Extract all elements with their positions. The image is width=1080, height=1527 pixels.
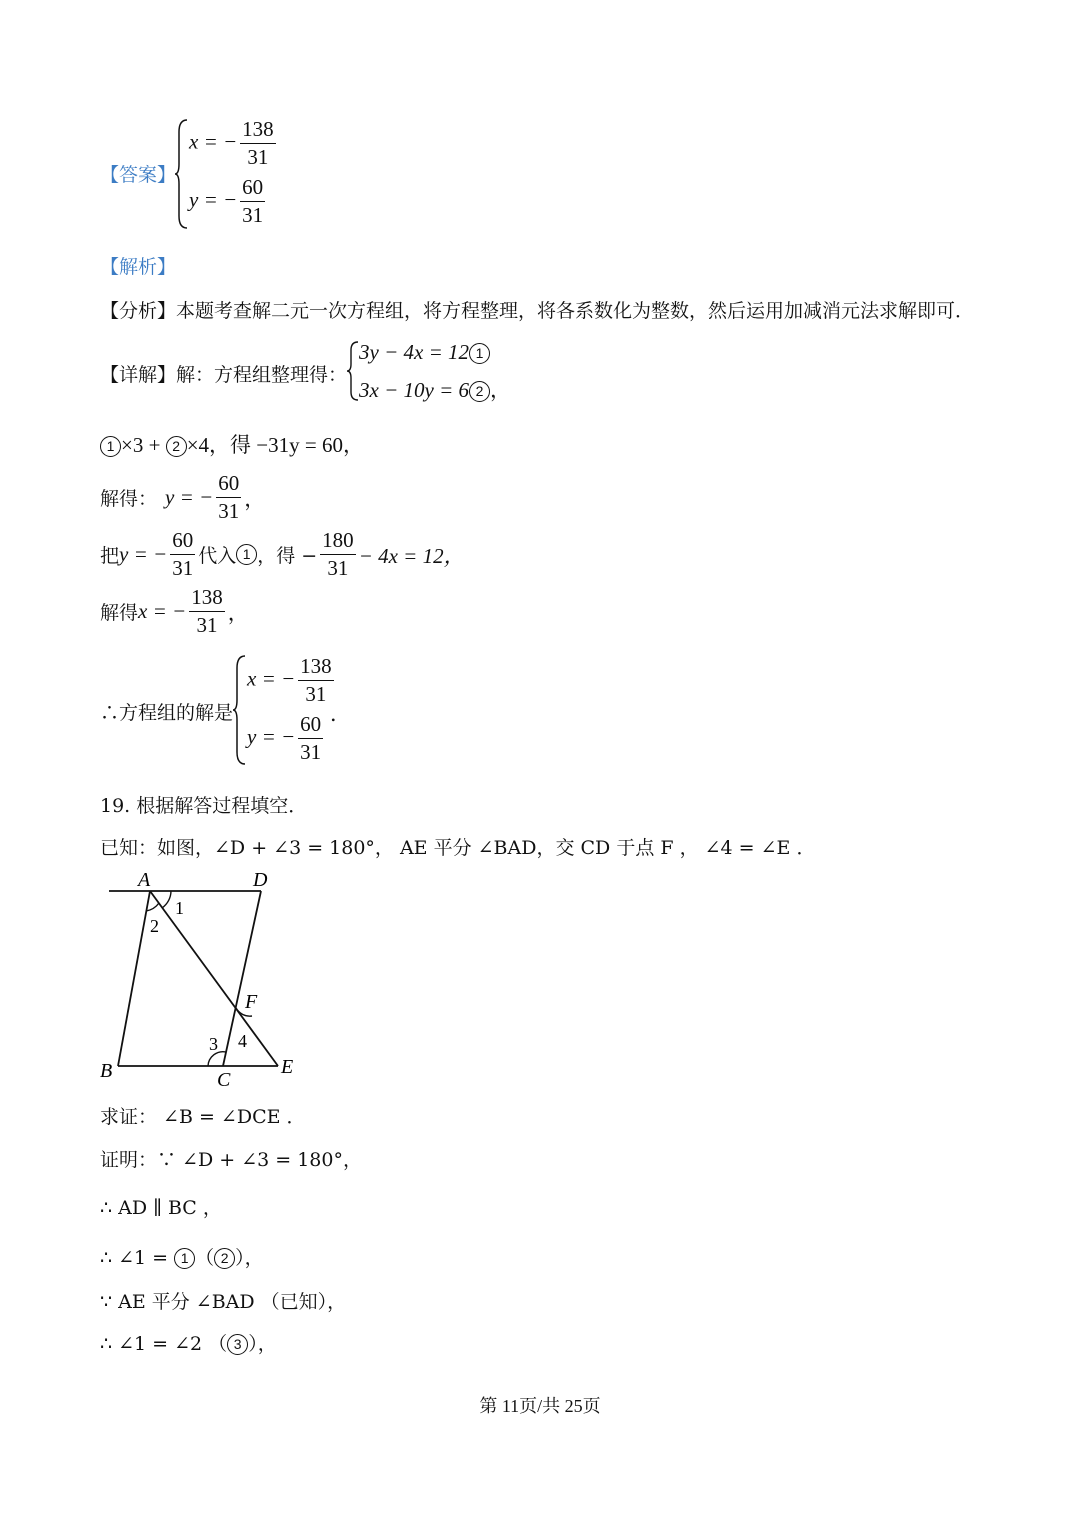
label-angle4: 4 xyxy=(238,1031,247,1051)
conclusion-y-line: y = − $\frac{60}{31}$ xyxy=(247,712,322,764)
arc-angle1 xyxy=(162,891,171,908)
q19-p1: 证明：∵ ∠D + ∠3 = 180°， xyxy=(100,1149,362,1171)
geometry-figure xyxy=(95,866,310,1091)
q19-given: 已知：如图，∠D + ∠3 = 180°， AE 平分 ∠BAD，交 CD 于点 F ， ∠4 = ∠E ． xyxy=(100,837,816,859)
conclusion-brace xyxy=(232,654,248,766)
q19-p3: ∴ ∠1 = 1 （ 2 ）， xyxy=(100,1247,264,1269)
step3: 把 y = − $\frac{60}{31}$ 代入 1 ，得 − $\frac{180}{31}$ − 4x = 12， xyxy=(100,528,465,580)
answer-y-line: y = − $\frac{60}{31}$ xyxy=(189,175,264,227)
label-angle1: 1 xyxy=(175,898,184,918)
page-footer: 第 11页/共 25页 xyxy=(479,1396,601,1416)
label-angle2: 2 xyxy=(150,916,159,936)
q19-prove: 求证： ∠B = ∠DCE ． xyxy=(100,1106,306,1128)
answer-brace xyxy=(174,118,190,230)
conclusion-period: ． xyxy=(330,702,351,726)
step4: 解得 x = − $\frac{138}{31}$ ， xyxy=(100,585,249,637)
label-c: C xyxy=(217,1069,231,1091)
detail-eq1: 3y − 4x = 12 1 xyxy=(359,340,490,365)
analysis-label: 【解析】 xyxy=(100,256,177,278)
label-f: F xyxy=(245,991,258,1013)
fenxi-text: 【分析】本题考查解二元一次方程组，将方程整理，将各系数化为整数，然后运用加减消元法求解即可． xyxy=(100,300,975,322)
answer-label: 【答案】 xyxy=(100,164,177,186)
step1: 1 ×3 + 2 ×4，得 −31y = 60， xyxy=(100,429,364,459)
detail-eq2: 3x − 10y = 6 2 ， xyxy=(359,378,511,402)
label-b: B xyxy=(100,1060,113,1082)
detail-brace xyxy=(346,340,360,402)
q19-title: 19. 根据解答过程填空． xyxy=(100,795,308,817)
q19-p5: ∴ ∠1 = ∠2 （ 3 ）， xyxy=(100,1333,277,1355)
label-a: A xyxy=(138,869,151,891)
line-ab xyxy=(118,891,150,1066)
conclusion-prefix: ∴方程组的解是 xyxy=(100,702,234,724)
label-e: E xyxy=(281,1056,294,1078)
q19-p4: ∵ AE 平分 ∠BAD （已知）， xyxy=(100,1291,347,1313)
label-d: D xyxy=(253,869,268,891)
q19-p2: ∴ AD ∥ BC ， xyxy=(100,1197,222,1219)
step2: 解得： y = − $\frac{60}{31}$ ， xyxy=(100,471,266,523)
label-angle3: 3 xyxy=(209,1034,218,1054)
answer-x-line: x = − $\frac{138}{31}$ xyxy=(189,117,274,169)
detail-prefix: 【详解】解：方程组整理得： xyxy=(100,364,348,386)
conclusion-x-line: x = − $\frac{138}{31}$ xyxy=(247,654,332,706)
